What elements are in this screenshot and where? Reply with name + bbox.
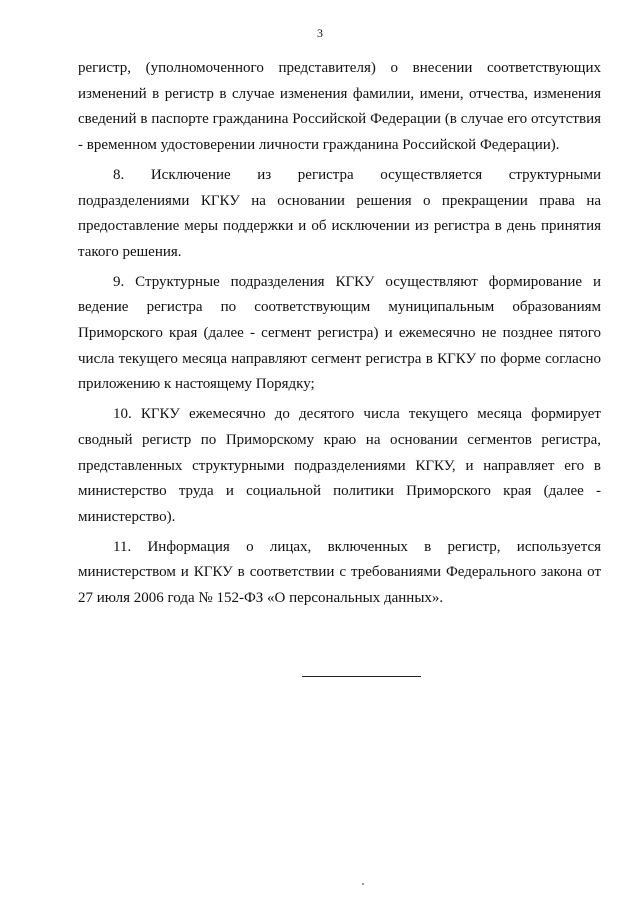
paragraph-continuation: регистр, (уполномоченного представителя) о внесении соответствующих изменений в регистр в случае изменения фамилии, имени, отчества, изменения сведений в паспорте гражданина Российской Федерации (в случае его отсутствия - временном удостоверении личности гражданина Российской Федерации).: [78, 60, 601, 154]
scan-artifact: [362, 883, 364, 885]
paragraph-item-8: 8. Исключение из регистра осуществляется структурными подразделениями КГКУ на основании решения о прекращении права на предоставление меры поддержки и об исключении из регистра в день принятия такого решения.: [78, 166, 601, 260]
page-number: 3: [317, 26, 323, 40]
paragraph-item-11: 11. Информация о лицах, включенных в регистр, используется министерством и КГКУ в соответствии с требованиями Федерального закона от 27 июля 2006 года № 152-ФЗ «О персональных данных».: [78, 538, 601, 607]
paragraph-item-9: 9. Структурные подразделения КГКУ осуществляют формирование и ведение регистра по соответствующим муниципальным образованиям Приморского края (далее - сегмент регистра) и ежемесячно не позднее пятого числа текущего месяца направляют сегмент регистра в КГКУ по форме согласно приложению к настоящему Порядку;: [78, 273, 601, 393]
document-body: [78, 56, 601, 616]
end-of-document-divider: [302, 676, 421, 677]
paragraph-item-10: 10. КГКУ ежемесячно до десятого числа текущего месяца формирует сводный регистр по Приморскому краю на основании сегментов регистра, представленных структурными подразделениями КГКУ, и направляет его в министерство труда и социальной политики Приморского края (далее - министерство).: [78, 406, 601, 525]
